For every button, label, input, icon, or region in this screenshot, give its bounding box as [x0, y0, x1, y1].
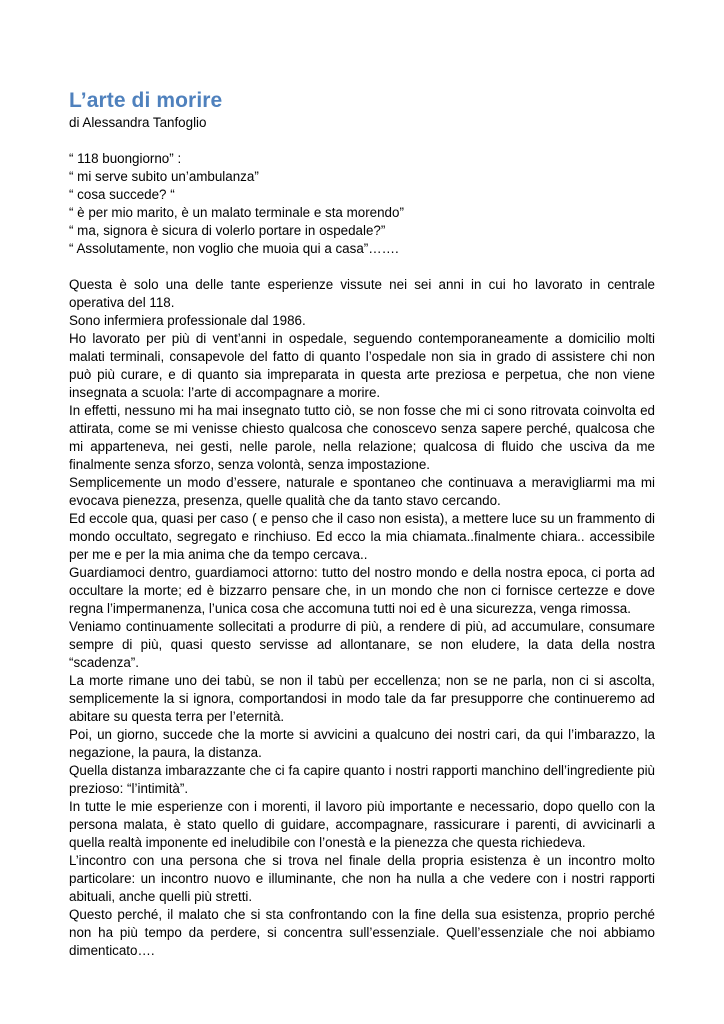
dialogue-line: “ Assolutamente, non voglio che muoia qui a casa”…….	[69, 241, 399, 256]
paragraph: Poi, un giorno, succede che la morte si avvicini a qualcuno dei nostri cari, da qui l’imbarazzo, la negazione, la paura, la distanza.	[69, 727, 655, 760]
paragraph: Ho lavorato per più di vent’anni in ospedale, seguendo contemporaneamente a domicilio molti malati terminali, consapevole del fatto di quanto l’ospedale non sia in grado di assistere chi non può più curare, e di quanto sia impreparata in questa arte preziosa e perpetua, che non viene insegnata a scuola: l’arte di accompagnare a morire.	[69, 331, 655, 400]
dialogue-line: “ 118 buongiorno” :	[69, 151, 182, 166]
dialogue-line: “ ma, signora è sicura di volerlo portare in ospedale?”	[69, 223, 386, 238]
dialogue-block	[69, 150, 655, 258]
paragraph: Questa è solo una delle tante esperienze vissute nei sei anni in cui ho lavorato in centrale operativa del 118.	[69, 277, 655, 310]
paragraph: L’incontro con una persona che si trova nel finale della propria esistenza è un incontro molto particolare: un incontro nuovo e illuminante, che non ha nulla a che vedere con i nostri rapporti abituali, anche quelli più stretti.	[69, 853, 655, 904]
document-page	[69, 88, 655, 960]
paragraph: In tutte le mie esperienze con i morenti, il lavoro più importante e necessario, dopo quello con la persona malata, è stato quello di guidare, accompagnare, rassicurare i parenti, di avvicinarli a quella realtà imponente ed ineludibile con l’onestà e la pienezza che questa richiedeva.	[69, 799, 655, 850]
paragraph: Quella distanza imbarazzante che ci fa capire quanto i nostri rapporti manchino dell’ingrediente più prezioso: “l’intimità”.	[69, 763, 655, 796]
document-author: di Alessandra Tanfoglio	[69, 115, 207, 130]
paragraph: Guardiamoci dentro, guardiamoci attorno: tutto del nostro mondo e della nostra epoca, ci porta ad occultare la morte; ed è bizzarro pensare che, in un mondo che non ci fornisce certezze e dove regna l’impermanenza, l’unica cosa che accomuna tutti noi ed è una sicurezza, venga rimossa.	[69, 565, 655, 616]
paragraph: Semplicemente un modo d’essere, naturale e spontaneo che continuava a meravigliarmi ma mi evocava pienezza, presenza, quelle qualità che da tanto stavo cercando.	[69, 475, 655, 508]
paragraph: Veniamo continuamente sollecitati a produrre di più, a rendere di più, ad accumulare, consumare sempre di più, quasi questo servisse ad allontanare, se non eludere, la data della nostra “scadenza”.	[69, 619, 655, 670]
body-text	[69, 276, 655, 960]
spacer	[69, 132, 655, 150]
dialogue-line: “ è per mio marito, è un malato terminale e sta morendo”	[69, 205, 404, 220]
paragraph: Sono infermiera professionale dal 1986.	[69, 313, 306, 328]
dialogue-line: “ cosa succede? “	[69, 187, 175, 202]
spacer	[69, 258, 655, 276]
paragraph: In effetti, nessuno mi ha mai insegnato tutto ciò, se non fosse che mi ci sono ritrovata coinvolta ed attirata, come se mi venisse chiesto qualcosa che conoscevo senza sapere perché, qualcosa che mi apparteneva, nei gesti, nelle parole, nella relazione; qualcosa di fluido che usciva da me finalmente senza sforzo, senza volontà, senza impostazione.	[69, 403, 655, 472]
paragraph: La morte rimane uno dei tabù, se non il tabù per eccellenza; non se ne parla, non ci si ascolta, semplicemente la si ignora, comportandosi in modo tale da far presupporre che continueremo ad abitare su questa terra per l’eternità.	[69, 673, 655, 724]
document-title: L’arte di morire	[69, 89, 223, 112]
paragraph: Questo perché, il malato che si sta confrontando con la fine della sua esistenza, proprio perché non ha più tempo da perdere, si concentra sull’essenziale. Quell’essenziale che noi abbiamo dimenticato….	[69, 907, 655, 958]
dialogue-line: “ mi serve subito un’ambulanza”	[69, 169, 259, 184]
paragraph: Ed eccole qua, quasi per caso ( e penso che il caso non esista), a mettere luce su un frammento di mondo occultato, segregato e rinchiuso. Ed ecco la mia chiamata..finalmente chiara.. accessibile per me e per la mia anima che da tempo cercava..	[69, 511, 655, 562]
